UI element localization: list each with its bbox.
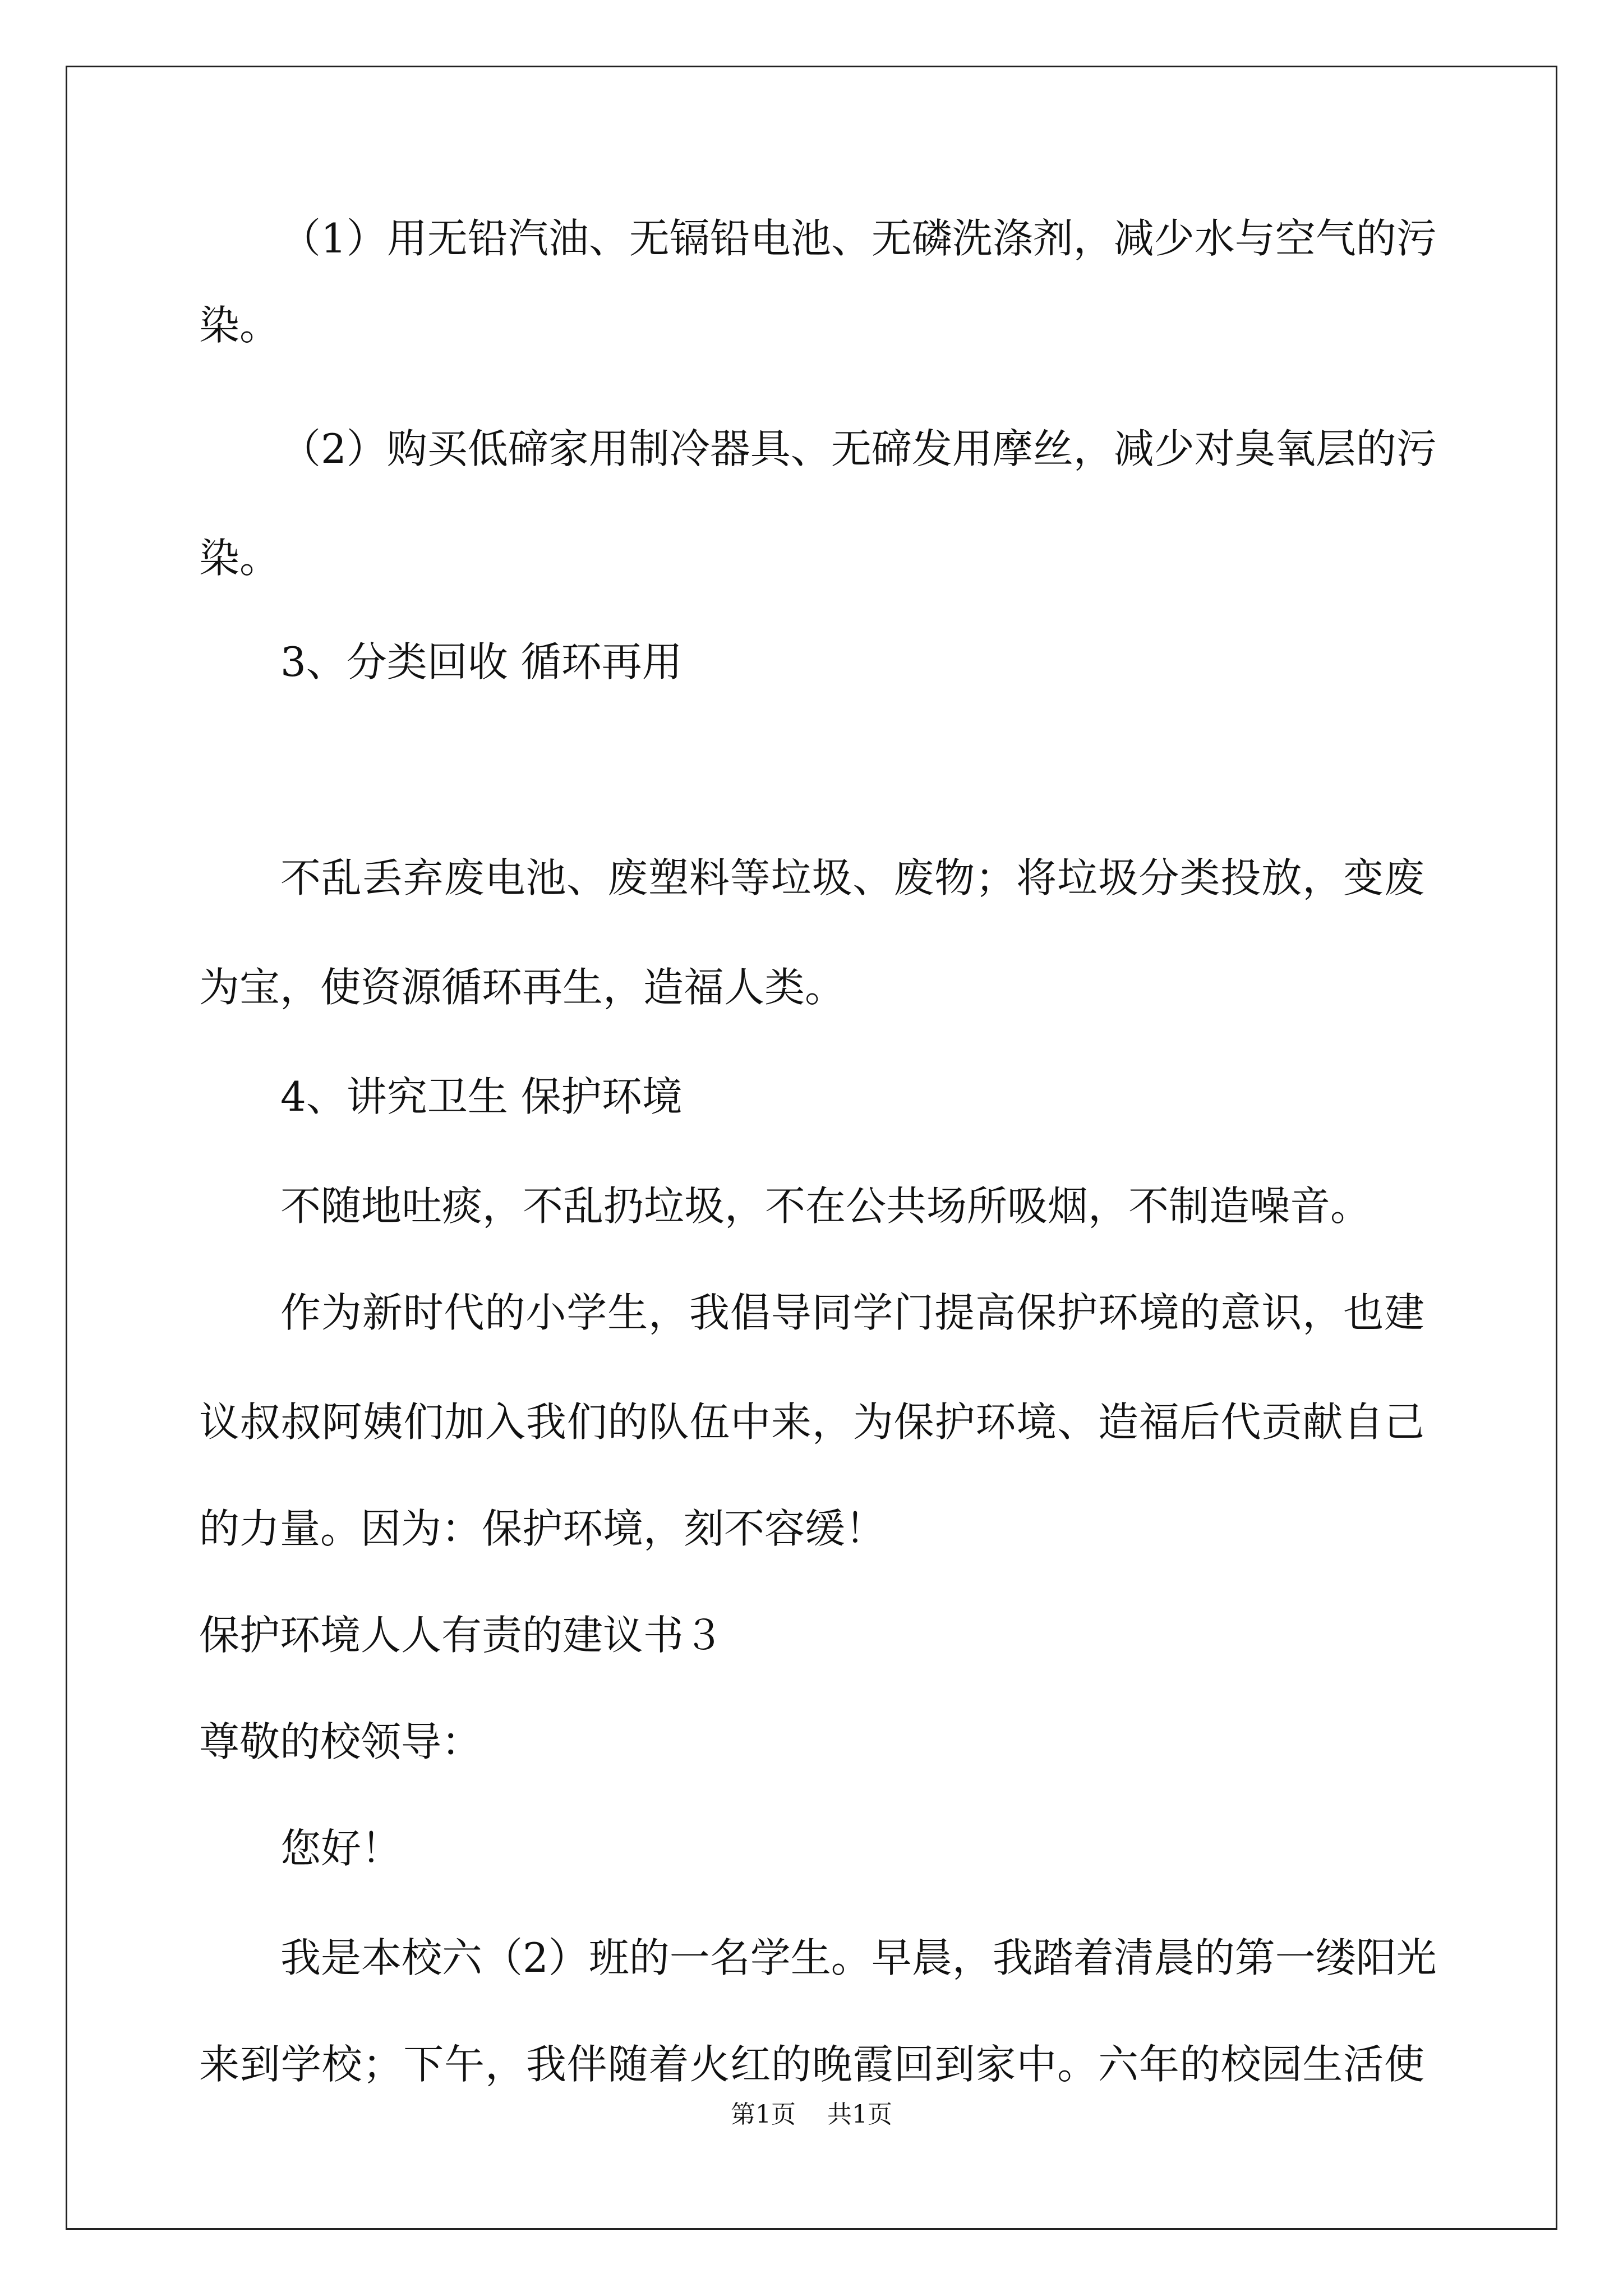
paragraph-line: 染。 (199, 302, 280, 349)
page-footer (0, 2099, 1623, 2131)
paragraph-line: 议叔叔阿姨们加入我们的队伍中来，为保护环境、造福后代贡献自己 (199, 1398, 1424, 1446)
paragraph-line: 的力量。因为：保护环境，刻不容缓！ (199, 1505, 886, 1552)
paragraph-line: 不随地吐痰，不乱扔垃圾，不在公共场所吸烟，不制造噪音。 (280, 1182, 1371, 1230)
greeting: 您好！ (280, 1825, 402, 1872)
paragraph-line: 我是本校六（2）班的一名学生。早晨，我踏着清晨的第一缕阳光 (280, 1934, 1437, 1981)
paragraph-line: （2）购买低碲家用制冷器具、无碲发用摩丝，减少对臭氧层的污 (280, 425, 1437, 472)
paragraph-line: 不乱丢弃废电池、废塑料等垃圾、废物；将垃圾分类投放，变废 (280, 854, 1424, 901)
paragraph-line: 作为新时代的小学生，我倡导同学门提高保护环境的意识，也建 (280, 1289, 1424, 1336)
paragraph-line: 为宝，使资源循环再生，造福人类。 (199, 964, 846, 1011)
document-title: 保护环境人人有责的建议书３ (199, 1612, 725, 1659)
page-number: 第1页 (731, 2100, 796, 2129)
salutation: 尊敬的校领导： (199, 1718, 482, 1765)
paragraph-line: （1）用无铅汽油、无镉铅电池、无磷洗涤剂，减少水与空气的污 (280, 215, 1437, 262)
page-border (66, 66, 1557, 2230)
page-total: 共1页 (827, 2100, 892, 2129)
paragraph-line: 染。 (199, 535, 280, 582)
section-heading: 3、分类回收 循环再用 (280, 638, 683, 685)
paragraph-line: 来到学校；下午，我伴随着火红的晚霞回到家中。六年的校园生活使 (199, 2041, 1424, 2088)
section-heading: 4、讲究卫生 保护环境 (280, 1073, 683, 1120)
